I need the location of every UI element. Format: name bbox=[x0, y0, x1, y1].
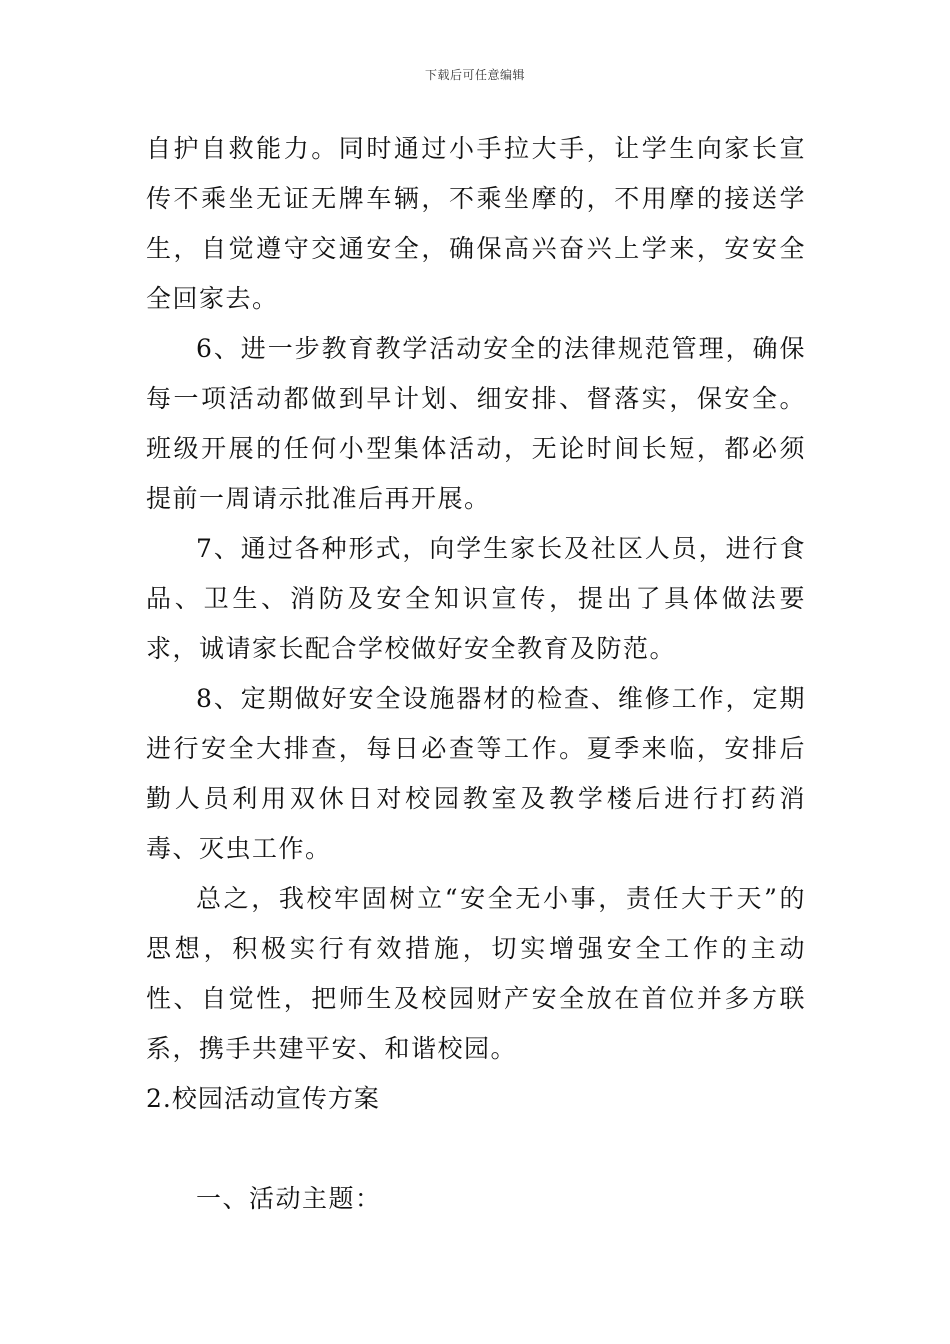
page-header: 下载后可任意编辑 bbox=[424, 68, 525, 82]
subsection-title: 一、活动主题： bbox=[196, 1184, 382, 1213]
paragraph-4: 8、定期做好安全设施器材的检查、维修工作，定期进行安全大排查，每日必查等工作。夏季来临，安排后勤人员利用双休日对校园教室及教学楼后进行打药消毒、灭虫工作。 bbox=[146, 684, 806, 863]
paragraph-3: 7、通过各种形式，向学生家长及社区人员，进行食品、卫生、消防及安全知识宣传，提出了具体做法要求，诚请家长配合学校做好安全教育及防范。 bbox=[146, 534, 806, 663]
section-title: 2.校园活动宣传方案 bbox=[146, 1084, 380, 1113]
paragraph-1: 自护自救能力。同时通过小手拉大手，让学生向家长宣传不乘坐无证无牌车辆，不乘坐摩的，不用摩的接送学生，自觉遵守交通安全，确保高兴奋兴上学来，安安全全回家去。 bbox=[146, 134, 806, 313]
blank-line bbox=[146, 1124, 806, 1174]
document-body bbox=[146, 124, 806, 1224]
paragraph-5: 总之，我校牢固树立“安全无小事，责任大于天”的思想，积极实行有效措施，切实增强安全工作的主动性、自觉性，把师生及校园财产安全放在首位并多方联系，携手共建平安、和谐校园。 bbox=[146, 884, 806, 1063]
paragraph-2: 6、进一步教育教学活动安全的法律规范管理，确保每一项活动都做到早计划、细安排、督落实，保安全。班级开展的任何小型集体活动，无论时间长短，都必须提前一周请示批准后再开展。 bbox=[146, 334, 806, 513]
